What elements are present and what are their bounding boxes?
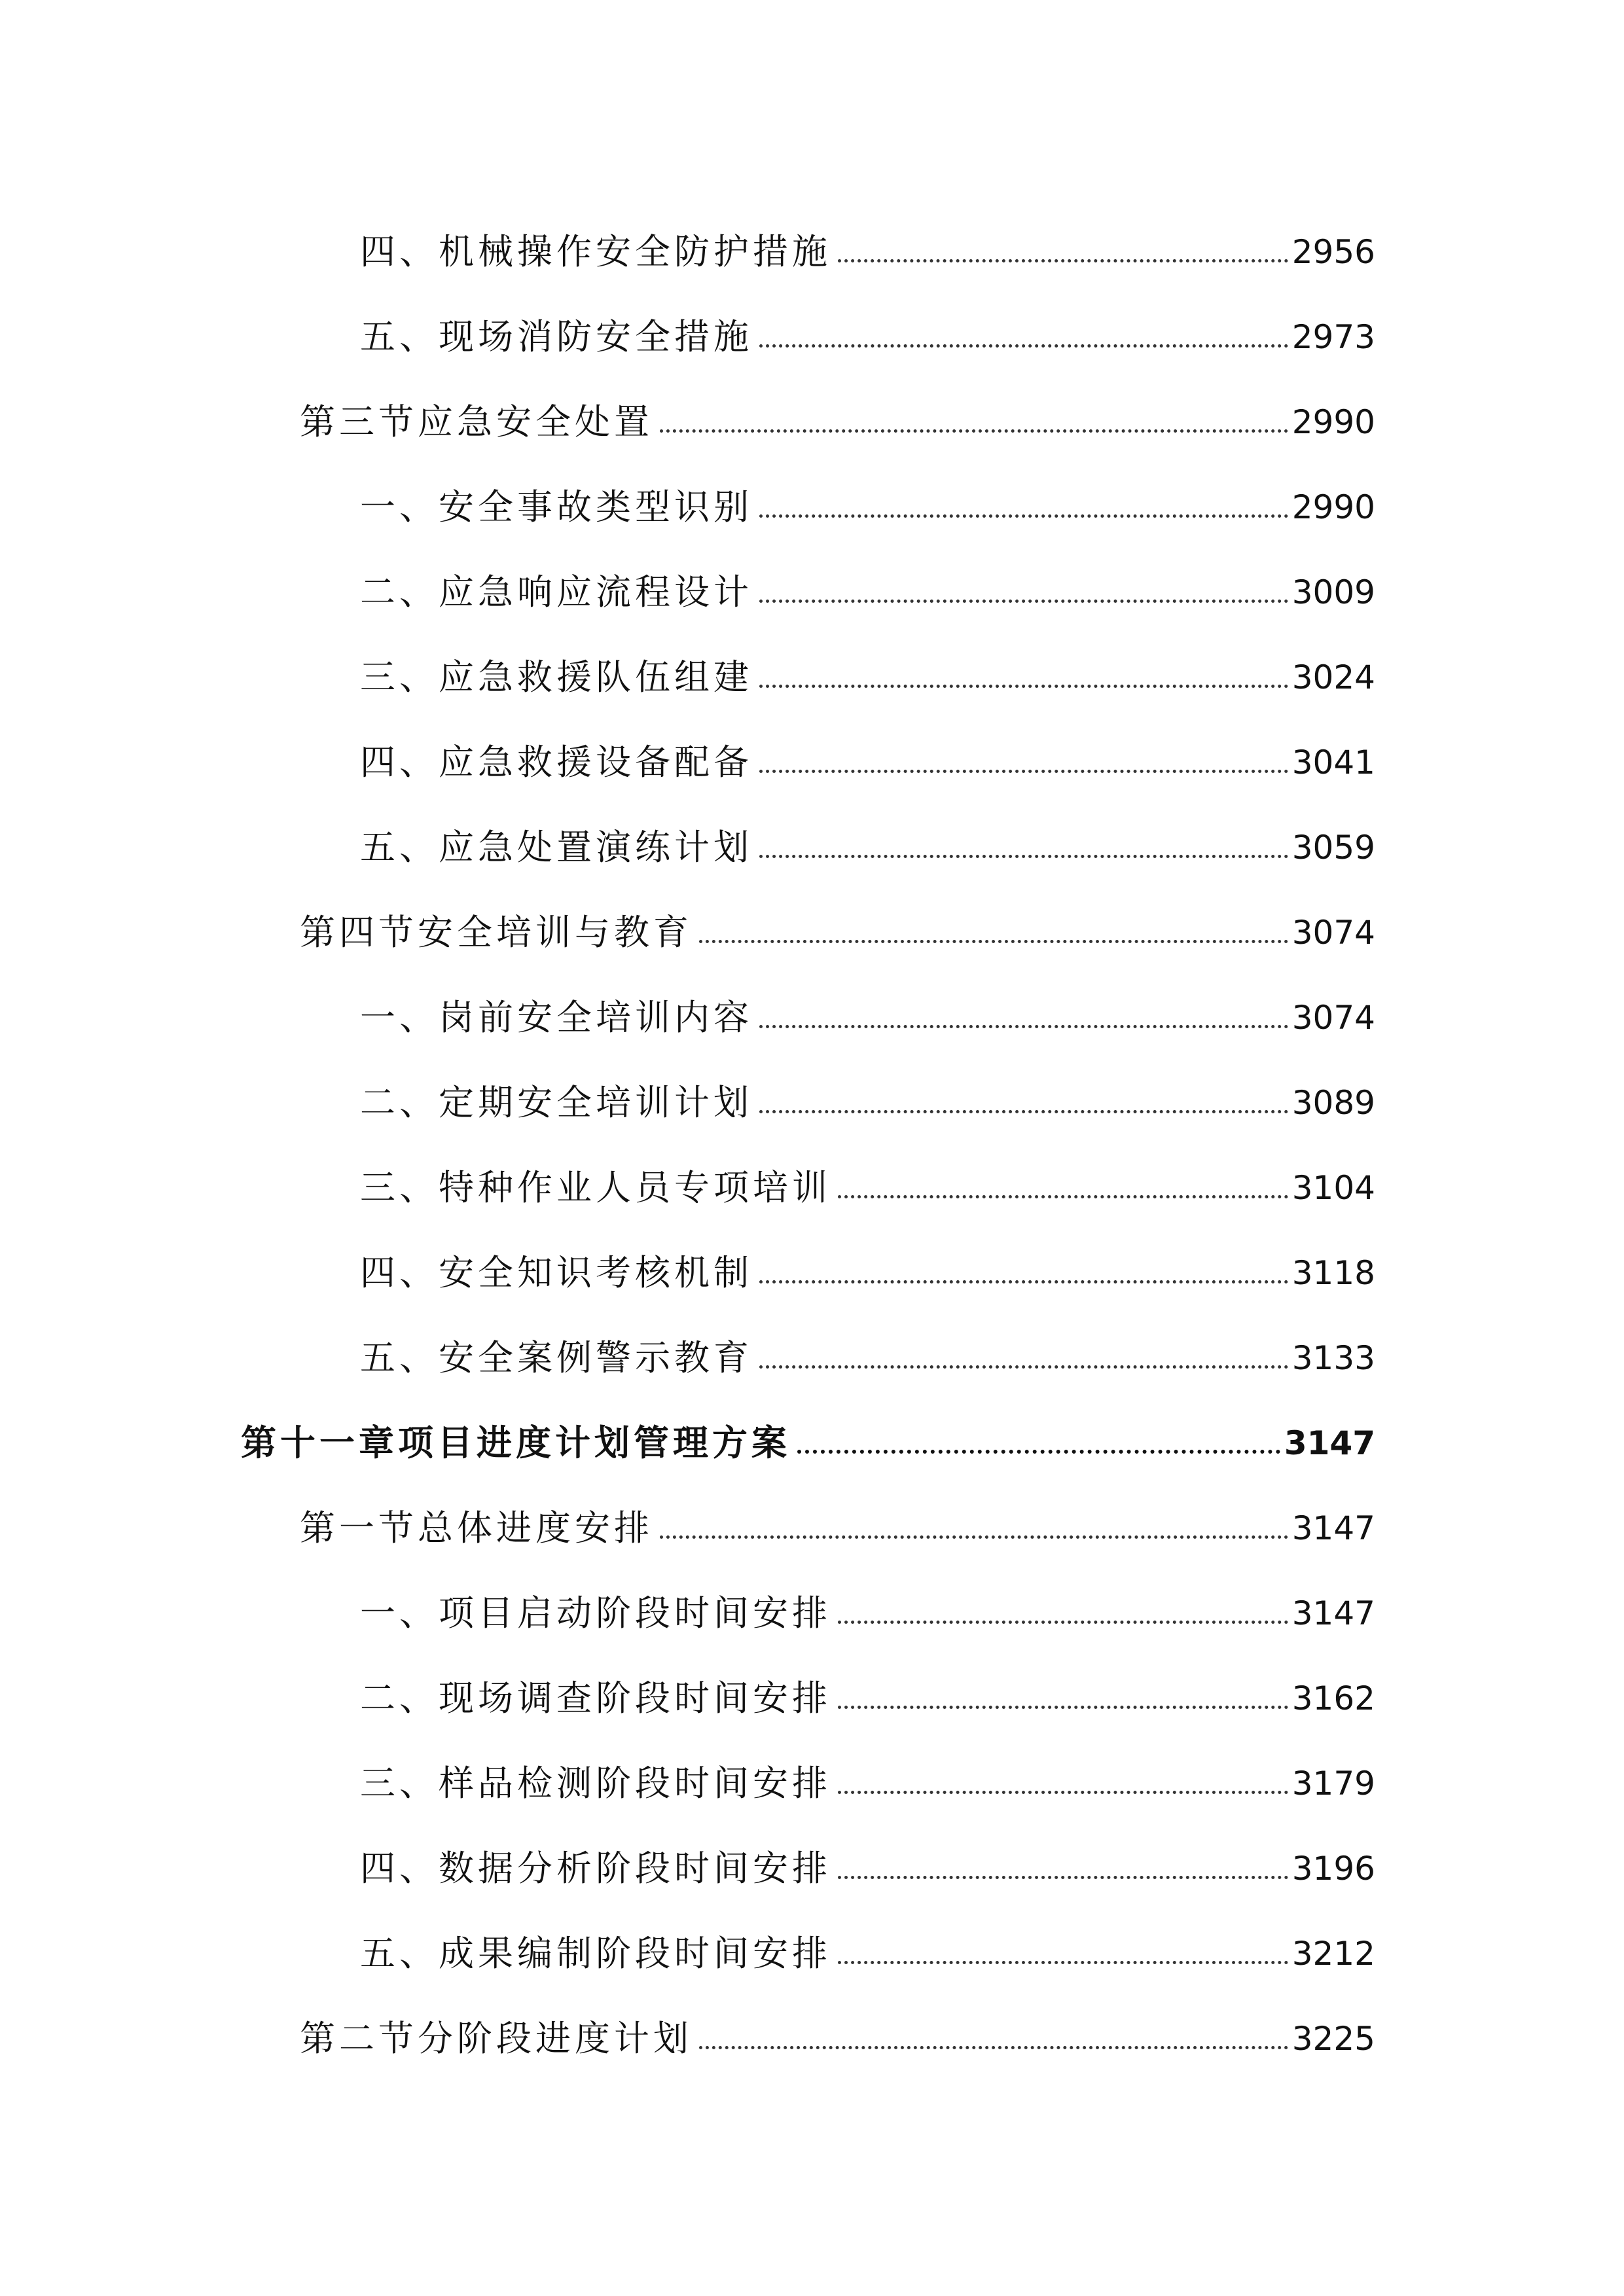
toc-entry-title: 五、成果编制阶段时间安排 [360, 1933, 831, 1974]
dot-leader [759, 998, 1288, 1037]
toc-entry-title: 四、安全知识考核机制 [360, 1252, 753, 1293]
toc-entry-page: 3179 [1291, 1765, 1375, 1803]
toc-entry[interactable] [0, 1571, 1624, 1656]
toc-entry[interactable] [0, 635, 1624, 720]
dot-leader [838, 232, 1288, 272]
toc-entry-title: 五、安全案例警示教育 [360, 1337, 753, 1378]
toc-entry-title: 一、岗前安全培训内容 [360, 997, 753, 1038]
toc-entry-title: 四、应急救援设备配备 [360, 742, 753, 783]
toc-entry-page: 2973 [1291, 318, 1375, 356]
dot-leader [759, 488, 1288, 527]
toc-entry[interactable] [0, 295, 1624, 380]
toc-entry-page: 3089 [1291, 1084, 1375, 1122]
toc-entry-title: 一、项目启动阶段时间安排 [360, 1592, 831, 1634]
dot-leader [699, 2019, 1288, 2058]
toc-entry[interactable] [0, 550, 1624, 635]
toc-entry-title: 四、机械操作安全防护措施 [360, 231, 831, 272]
toc-entry-title: 二、定期安全培训计划 [360, 1082, 753, 1123]
toc-entry-page: 3118 [1291, 1254, 1375, 1292]
toc-entry-page: 3162 [1291, 1679, 1375, 1717]
toc-chapter-entry[interactable] [0, 1401, 1624, 1486]
dot-leader [759, 1083, 1288, 1122]
toc-entry[interactable] [0, 1826, 1624, 1911]
toc-entry-page: 3104 [1291, 1169, 1375, 1207]
dot-leader [759, 573, 1288, 612]
toc-entry-title: 一、安全事故类型识别 [360, 486, 753, 528]
toc-entry-title: 三、特种作业人员专项培训 [360, 1167, 831, 1208]
dot-leader [797, 1424, 1280, 1463]
dot-leader [759, 828, 1288, 867]
toc-entry[interactable] [0, 720, 1624, 805]
dot-leader [838, 1849, 1288, 1888]
toc-section-entry[interactable] [0, 1486, 1624, 1571]
toc-entry-page: 3009 [1291, 573, 1375, 611]
dot-leader [838, 1168, 1288, 1208]
toc-entry-page: 3147 [1291, 1509, 1375, 1547]
toc-entry-page: 3147 [1284, 1424, 1375, 1462]
toc-entry-title: 第一节总体进度安排 [300, 1507, 653, 1549]
dot-leader [759, 658, 1288, 697]
toc-entry-page: 3133 [1291, 1339, 1375, 1377]
toc-entry-page: 3074 [1291, 914, 1375, 952]
toc-entry-page: 3196 [1291, 1850, 1375, 1888]
toc-entry[interactable] [0, 805, 1624, 890]
dot-leader [838, 1934, 1288, 1973]
toc-entry[interactable] [0, 975, 1624, 1060]
toc-entry-title: 三、应急救援队伍组建 [360, 656, 753, 698]
toc-entry-page: 2956 [1291, 233, 1375, 271]
dot-leader [838, 1764, 1288, 1803]
toc-entry[interactable] [0, 1656, 1624, 1741]
dot-leader [759, 317, 1288, 357]
dot-leader [759, 1338, 1288, 1378]
toc-entry-title: 第二节分阶段进度计划 [300, 2018, 693, 2059]
toc-entry[interactable] [0, 1145, 1624, 1230]
toc-entry-page: 3024 [1291, 658, 1375, 696]
toc-entry-page: 3147 [1291, 1594, 1375, 1632]
toc-entry-title: 二、现场调查阶段时间安排 [360, 1677, 831, 1719]
toc-entry-page: 3041 [1291, 744, 1375, 781]
toc-entry-title: 四、数据分析阶段时间安排 [360, 1848, 831, 1889]
toc-section-entry[interactable] [0, 1996, 1624, 2081]
table-of-contents [0, 209, 1624, 2081]
dot-leader [759, 1253, 1288, 1293]
toc-entry[interactable] [0, 1060, 1624, 1145]
toc-entry[interactable] [0, 1911, 1624, 1996]
toc-section-entry[interactable] [0, 380, 1624, 465]
dot-leader [759, 743, 1288, 782]
dot-leader [660, 1509, 1288, 1548]
toc-entry[interactable] [0, 1316, 1624, 1401]
toc-section-entry[interactable] [0, 890, 1624, 975]
toc-entry-page: 2990 [1291, 403, 1375, 441]
toc-entry-title: 第十一章项目进度计划管理方案 [241, 1422, 791, 1463]
toc-entry[interactable] [0, 465, 1624, 550]
toc-entry-page: 3059 [1291, 829, 1375, 867]
dot-leader [838, 1594, 1288, 1633]
toc-entry-page: 3212 [1291, 1935, 1375, 1973]
toc-entry[interactable] [0, 209, 1624, 295]
toc-entry-title: 五、现场消防安全措施 [360, 316, 753, 357]
toc-entry-title: 第四节安全培训与教育 [300, 912, 693, 953]
toc-entry-title: 五、应急处置演练计划 [360, 827, 753, 868]
dot-leader [660, 403, 1288, 442]
toc-entry[interactable] [0, 1741, 1624, 1826]
toc-entry-page: 2990 [1291, 488, 1375, 526]
toc-entry-title: 第三节应急安全处置 [300, 401, 653, 442]
toc-entry-title: 三、样品检测阶段时间安排 [360, 1763, 831, 1804]
toc-entry[interactable] [0, 1230, 1624, 1316]
dot-leader [699, 913, 1288, 952]
dot-leader [838, 1679, 1288, 1718]
toc-entry-page: 3225 [1291, 2020, 1375, 2058]
toc-entry-page: 3074 [1291, 999, 1375, 1037]
toc-entry-title: 二、应急响应流程设计 [360, 571, 753, 613]
